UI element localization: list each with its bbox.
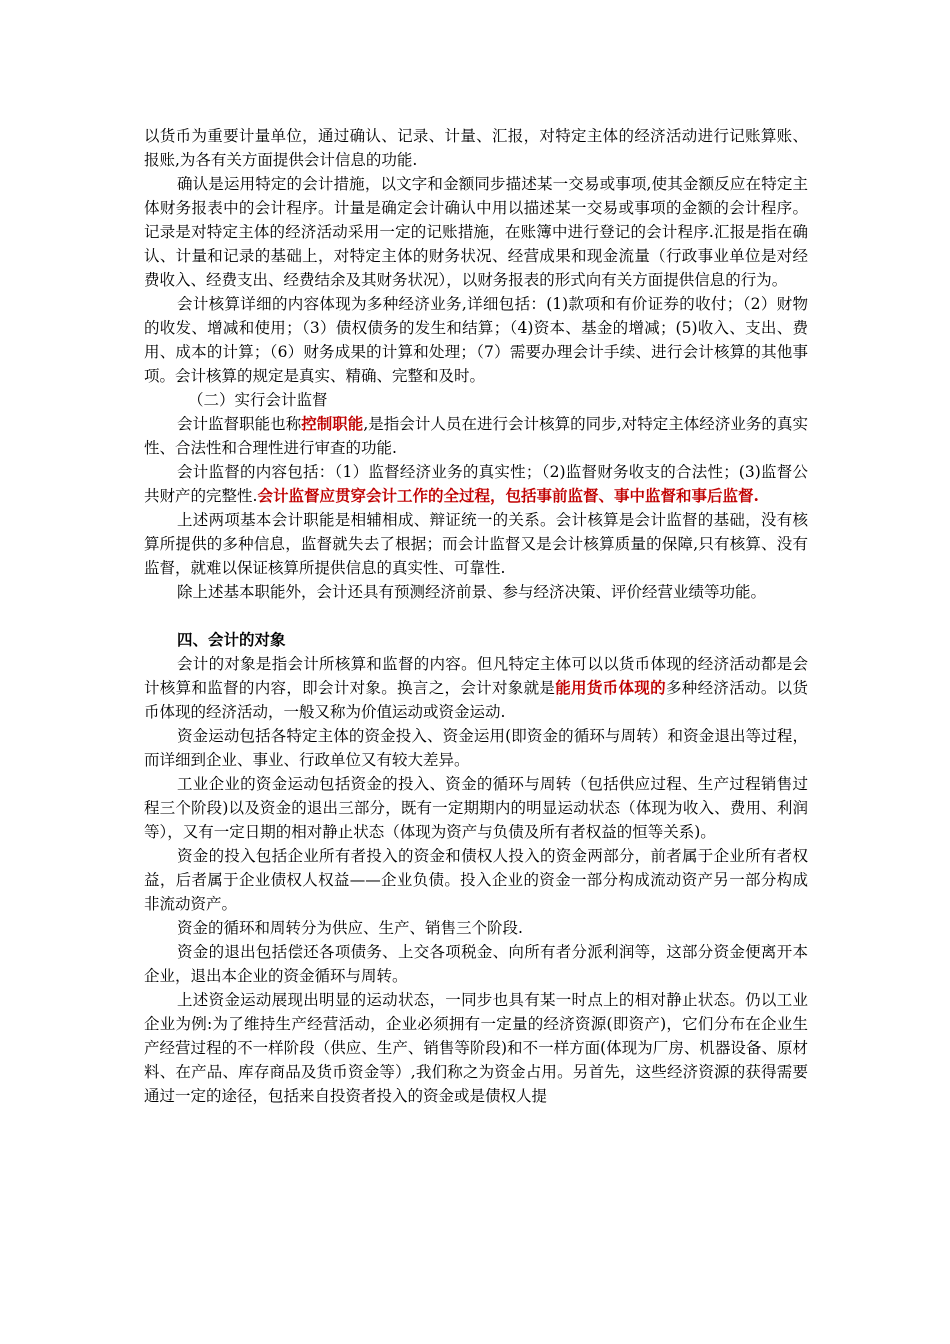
text-run: 资金的循环和周转分为供应、生产、销售三个阶段. (177, 919, 523, 937)
body-paragraph (144, 772, 808, 844)
body-paragraph (144, 172, 808, 292)
body-paragraph (144, 940, 808, 988)
text-run: 会计监督职能也称 (177, 415, 302, 433)
body-paragraph (144, 580, 808, 604)
text-run: 工业企业的资金运动包括资金的投入、资金的循环与周转（包括供应过程、生产过程销售过程三个阶段)以及资金的退出三部分，既有一定期期内的明显运动状态（体现为收入、费用、利润等），又有一定日期的相对静止状态（体现为资产与负债及所有者权益的恒等关系)。 (144, 775, 808, 841)
body-paragraph (144, 508, 808, 580)
body-paragraph (144, 460, 808, 508)
body-paragraph (144, 724, 808, 772)
body-paragraph (144, 916, 808, 940)
body-paragraph (144, 124, 808, 172)
text-run: 多种经济活动。以货币体现的经济活动，一般又称为价值运动或资金运动. (144, 679, 808, 721)
text-run: 以货币为重要计量单位，通过确认、记录、计量、汇报，对特定主体的经济活动进行记账算账、报账,为各有关方面提供会计信息的功能. (144, 127, 808, 169)
text-run: 会计核算详细的内容体现为多种经济业务,详细包括：(1)款项和有价证券的收付；（2）财物的收发、增减和使用；（3）债权债务的发生和结算；（4)资本、基金的增减；(5)收入、支出、费用、成本的计算；（6）财务成果的计算和处理；（7）需要办理会计手续、进行会计核算的其他事项。会计核算的规定是真实、精确、完整和及时。 (144, 295, 808, 385)
emphasis-text: 控制职能 (301, 414, 364, 433)
emphasis-text: 会计监督应贯穿会计工作的全过程，包括事前监督、事中监督和事后监督. (257, 486, 759, 505)
text-run: 除上述基本职能外，会计还具有预测经济前景、参与经济决策、评价经营业绩等功能。 (177, 583, 767, 601)
text-run: 资金的退出包括偿还各项债务、上交各项税金、向所有者分派利润等，这部分资金便离开本企业，退出本企业的资金循环与周转。 (144, 943, 808, 985)
body-paragraph (144, 844, 808, 916)
text-run: 会计的对象是指会计所核算和监督的内容。但凡特定主体可以以货币体现的经济活动都是会计核算和监督的内容，即会计对象。换言之，会计对象就是 (144, 655, 808, 697)
text-run: 资金的投入包括企业所有者投入的资金和债权人投入的资金两部分，前者属于企业所有者权益，后者属于企业债权人权益——企业负债。投入企业的资金一部分构成流动资产另一部分构成非流动资产。 (144, 847, 808, 913)
body-paragraph (144, 652, 808, 724)
text-run: ,是指会计人员在进行会计核算的同步,对特定主体经济业务的真实性、合法性和合理性进行审查的功能. (144, 415, 808, 457)
section-heading (144, 628, 808, 652)
text-run: 确认是运用特定的会计措施，以文字和金额同步描述某一交易或事项,使其金额反应在特定主体财务报表中的会计程序。计量是确定会计确认中用以描述某一交易或事项的金额的会计程序。记录是对特定主体的经济活动采用一定的记账措施，在账簿中进行登记的会计程序.汇报是指在确认、计量和记录的基础上，对特定主体的财务状况、经营成果和现金流量（行政事业单位是对经费收入、经费支出、经费结余及其财务状况），以财务报表的形式向有关方面提供信息的行为。 (144, 175, 808, 289)
subsection-heading (144, 388, 808, 412)
text-run: 上述资金运动展现出明显的运动状态，一同步也具有某一时点上的相对静止状态。仍以工业企业为例:为了维持生产经营活动，企业必须拥有一定量的经济资源(即资产)，它们分布在企业生产经营过程的不一样阶段（供应、生产、销售等阶段)和不一样方面(体现为厂房、机器设备、原材料、在产品、库存商品及货币资金等）,我们称之为资金占用。另首先，这些经济资源的获得需要通过一定的途径，包括来自投资者投入的资金或是债权人提 (144, 991, 808, 1105)
text-run: （二）实行会计监督 (188, 391, 328, 409)
body-paragraph (144, 988, 808, 1108)
document-page (144, 124, 808, 1108)
text-run: 会计监督的内容包括：（1）监督经济业务的真实性；（2)监督财务收支的合法性；(3)监督公共财产的完整性. (144, 463, 808, 505)
text-run: 四、会计的对象 (177, 630, 286, 649)
body-paragraph (144, 292, 808, 388)
body-paragraph (144, 412, 808, 460)
text-run: 资金运动包括各特定主体的资金投入、资金运用(即资金的循环与周转）和资金退出等过程，而详细到企业、事业、行政单位又有较大差异。 (144, 727, 808, 769)
text-run: 上述两项基本会计职能是相辅相成、辩证统一的关系。会计核算是会计监督的基础，没有核算所提供的多种信息，监督就失去了根据；而会计监督又是会计核算质量的保障,只有核算、没有监督，就难以保证核算所提供信息的真实性、可靠性. (144, 511, 808, 577)
emphasis-text: 能用货币体现的 (555, 678, 666, 697)
